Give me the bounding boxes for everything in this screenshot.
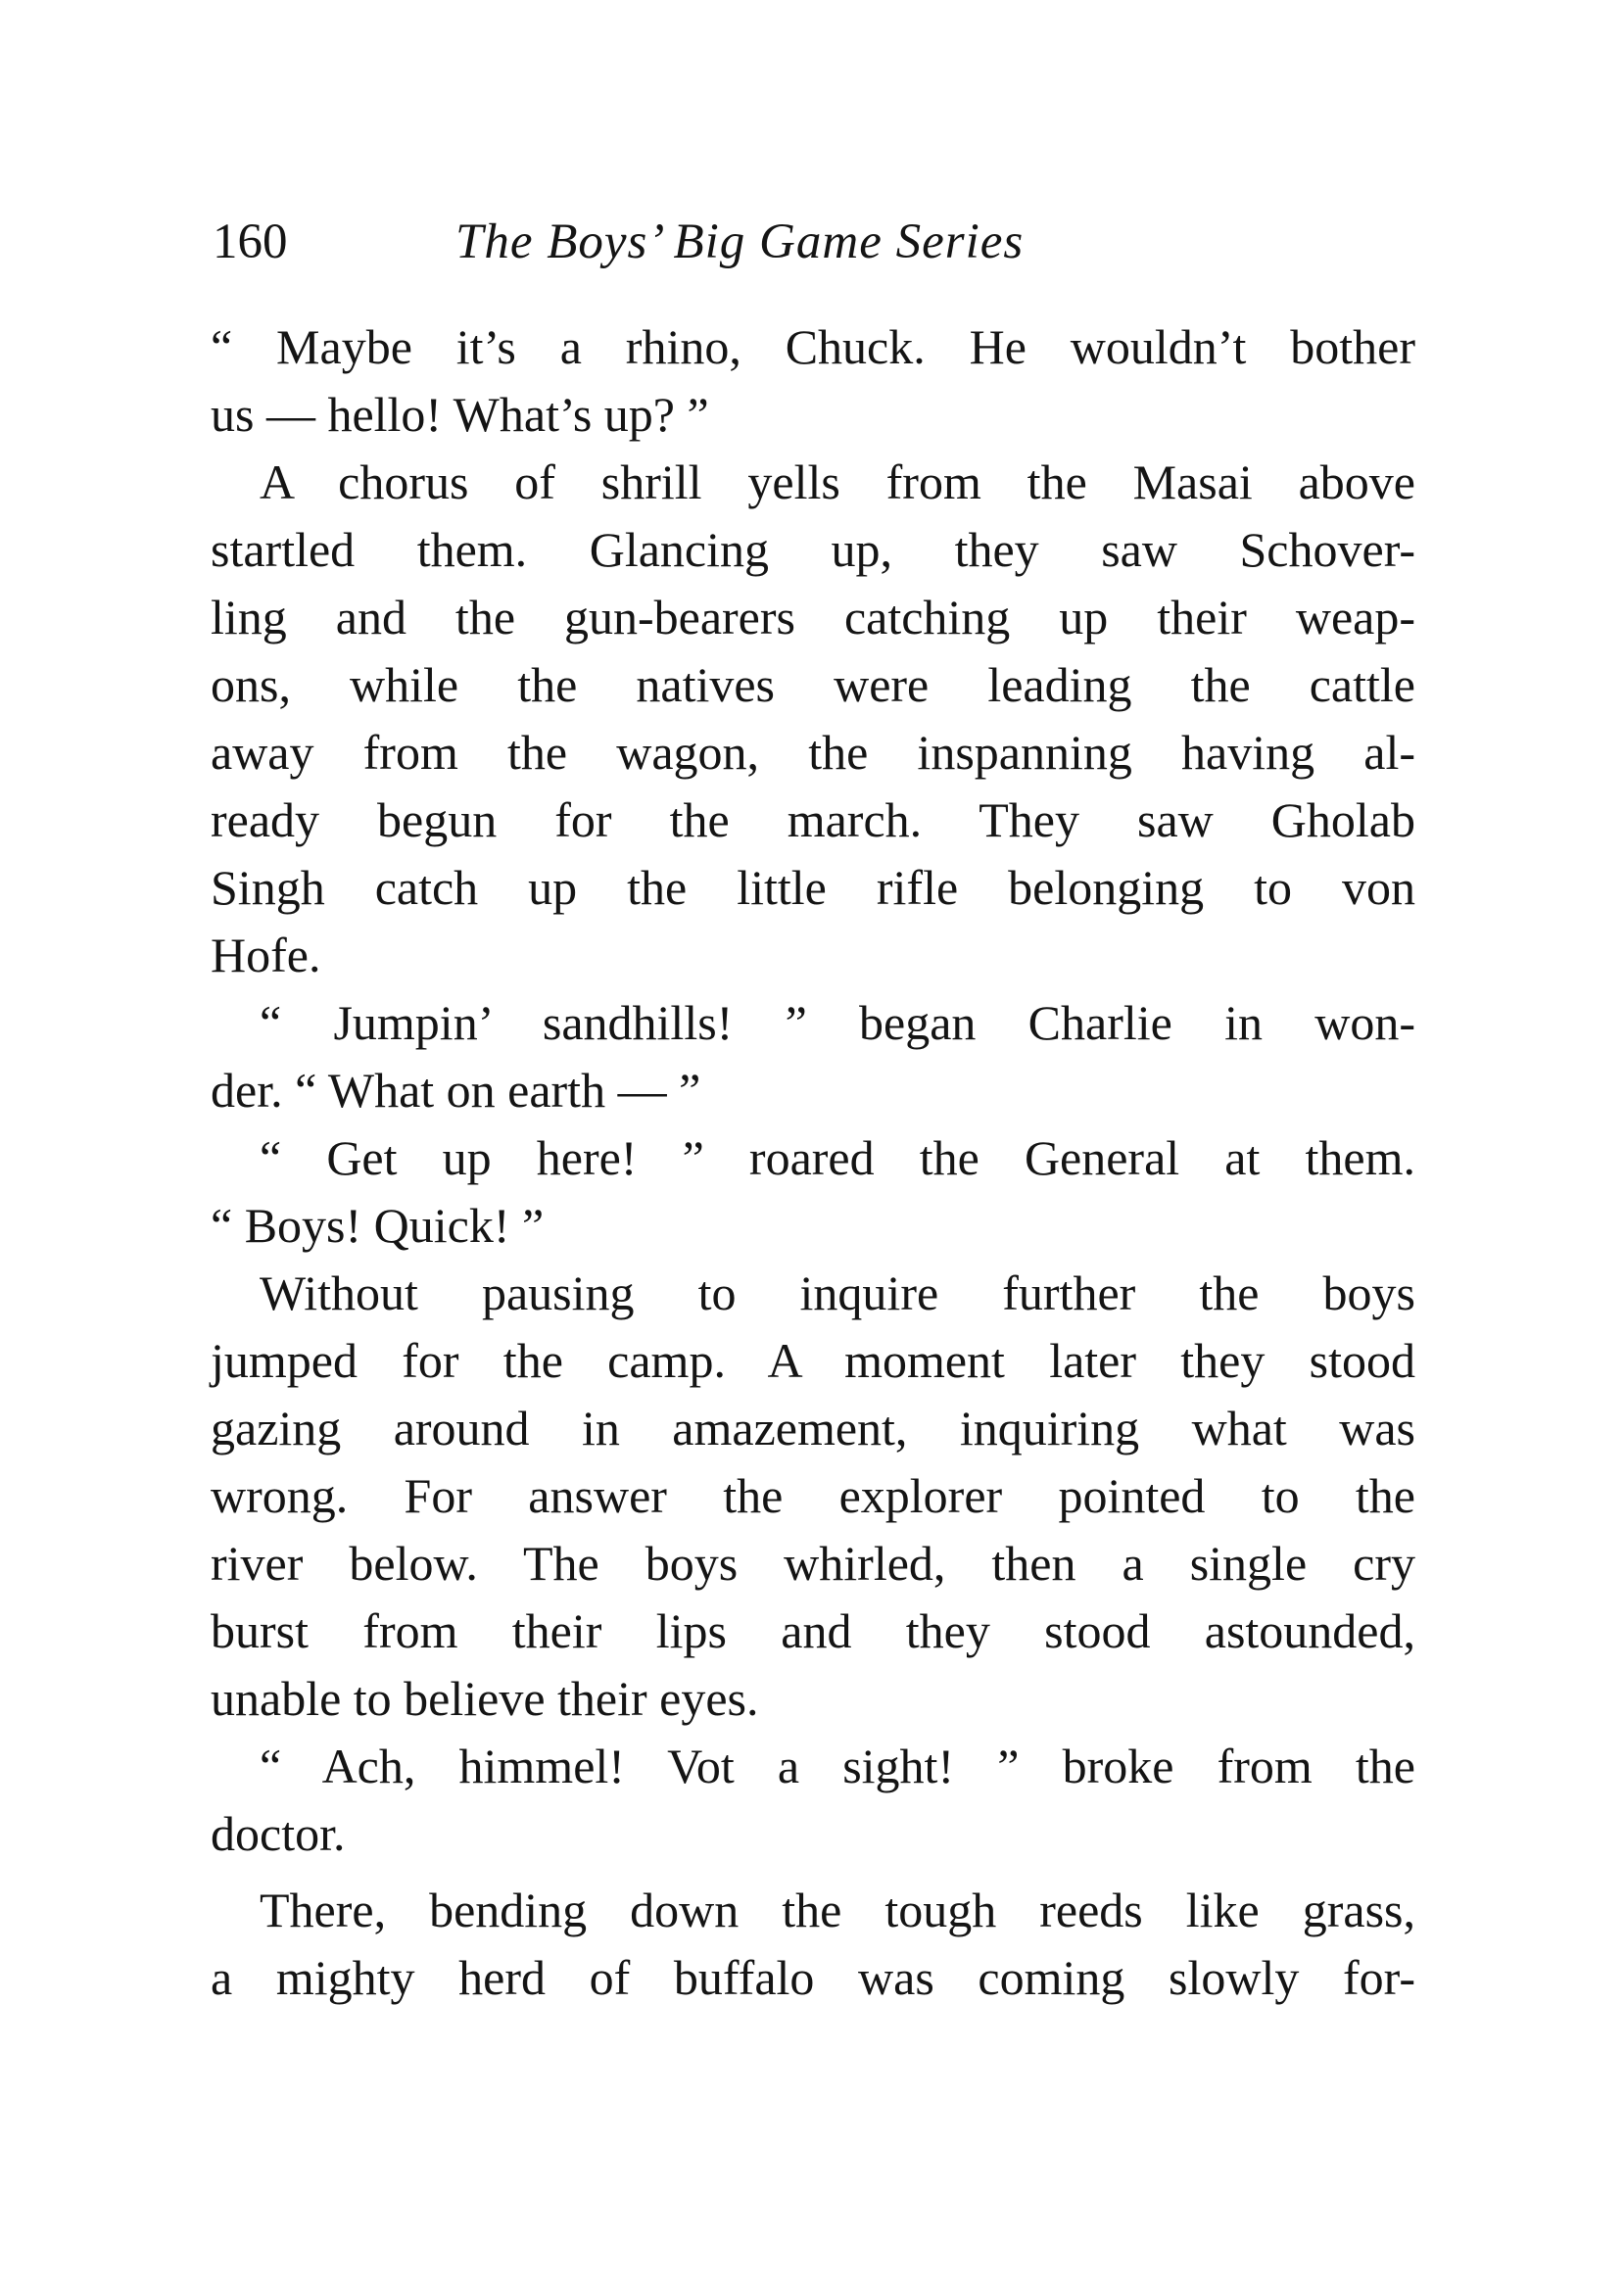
running-title: The Boys’ Big Game Series bbox=[455, 215, 1025, 269]
text-line: wrong. For answer the explorer pointed to the bbox=[211, 1468, 1415, 1523]
text-line: ling and the gun-bearers catching up their weap- bbox=[211, 590, 1415, 644]
body-text bbox=[211, 313, 1415, 2012]
paragraph-gap bbox=[211, 1868, 1415, 1877]
text-line: us — hello! What’s up? ” bbox=[211, 387, 709, 442]
text-line: “ Ach, himmel! Vot a sight! ” broke from the bbox=[260, 1739, 1415, 1793]
text-line: unable to believe their eyes. bbox=[211, 1671, 759, 1726]
text-line: Hofe. bbox=[211, 928, 321, 982]
page-header bbox=[213, 208, 1417, 276]
text-line: gazing around in amazement, inquiring what was bbox=[211, 1401, 1415, 1455]
text-line: “ Jumpin’ sandhills! ” began Charlie in won- bbox=[260, 995, 1415, 1050]
text-line: ons, while the natives were leading the cattle bbox=[211, 657, 1415, 712]
text-line: “ Boys! Quick! ” bbox=[211, 1198, 545, 1253]
text-line: “ Maybe it’s a rhino, Chuck. He wouldn’t bother bbox=[211, 319, 1415, 374]
text-line: Without pausing to inquire further the boys bbox=[260, 1265, 1415, 1320]
text-line: A chorus of shrill yells from the Masai above bbox=[260, 454, 1415, 509]
text-line: doctor. bbox=[211, 1806, 346, 1861]
page-number: 160 bbox=[213, 215, 288, 269]
text-line: There, bending down the tough reeds like grass, bbox=[260, 1883, 1415, 1937]
text-line: ready begun for the march. They saw Gholab bbox=[211, 792, 1415, 847]
text-line: jumped for the camp. A moment later they stood bbox=[211, 1333, 1415, 1388]
text-line: away from the wagon, the inspanning having al- bbox=[211, 725, 1415, 780]
text-line: a mighty herd of buffalo was coming slowly for- bbox=[211, 1950, 1415, 2005]
text-line: burst from their lips and they stood astounded, bbox=[211, 1603, 1415, 1658]
text-line: Singh catch up the little rifle belonging to von bbox=[211, 860, 1415, 915]
text-line: river below. The boys whirled, then a single cry bbox=[211, 1536, 1415, 1591]
text-line: der. “ What on earth — ” bbox=[211, 1063, 701, 1118]
text-line: “ Get up here! ” roared the General at them. bbox=[260, 1130, 1415, 1185]
text-line: startled them. Glancing up, they saw Schover- bbox=[211, 522, 1415, 577]
